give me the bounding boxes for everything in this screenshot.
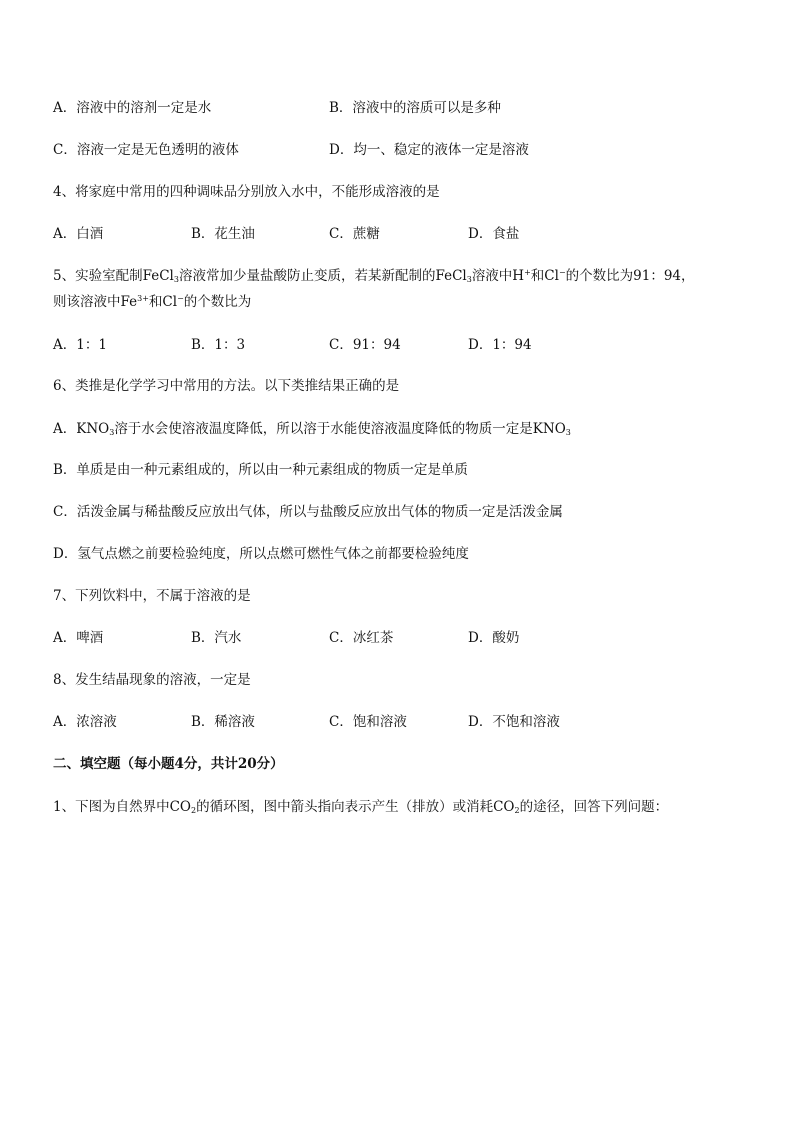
q8-stem: 8、发生结晶现象的溶液，一定是	[53, 672, 251, 688]
q5-option-c: C．91：94	[329, 337, 401, 353]
q3-option-a: A．溶液中的溶剂一定是水	[53, 100, 212, 116]
q4-option-b: B．花生油	[191, 226, 255, 242]
q4-option-a: A．白酒	[53, 226, 104, 242]
q3-option-b: B．溶液中的溶质可以是多种	[329, 100, 501, 116]
q3-option-d: D．均一、稳定的液体一定是溶液	[329, 142, 529, 158]
q6-option-a: A．$KNO_3$溶于水会使溶液温度降低，所以溶于水能使溶液温度降低的物质一定是$KNO_3$	[53, 421, 571, 437]
q5-option-b: B．1：3	[191, 337, 246, 353]
q4-option-d: D．食盐	[468, 226, 520, 242]
q7-stem: 7、下列饮料中，不属于溶液的是	[53, 588, 251, 604]
q5-stem-line2: 则该溶液中$Fe^{3+}$和Cl−的个数比为	[53, 294, 252, 310]
fill-question-1: 1、下图为自然界中$CO_2$的循环图，图中箭头指向表示产生（排放）或消耗$CO_2$的途径，回答下列问题：	[53, 799, 669, 815]
q6-option-c: C．活泼金属与稀盐酸反应放出气体，所以与盐酸反应放出气体的物质一定是活泼金属	[53, 504, 563, 520]
q6-option-d: D．氢气点燃之前要检验纯度，所以点燃可燃性气体之前都要检验纯度	[53, 546, 469, 562]
q6-option-b: B．单质是由一种元素组成的，所以由一种元素组成的物质一定是单质	[53, 462, 468, 478]
q8-option-d: D．不饱和溶液	[468, 714, 560, 730]
q5-option-d: D．1：94	[468, 337, 532, 353]
q7-option-a: A．啤酒	[53, 630, 104, 646]
q5-option-a: A．1：1	[53, 337, 107, 353]
q3-option-c: C．溶液一定是无色透明的液体	[53, 142, 239, 158]
q7-option-d: D．酸奶	[468, 630, 520, 646]
q5-stem-line1: 5、实验室配制FeCl$_3$溶液常加少量盐酸防止变质，若某新配制的FeCl$_3$溶液中H+和Cl−的个数比为91：94，	[53, 268, 695, 284]
q6-stem: 6、类推是化学学习中常用的方法。以下类推结果正确的是	[53, 378, 400, 394]
q7-option-c: C．冰红茶	[329, 630, 394, 646]
q8-option-a: A．浓溶液	[53, 714, 117, 730]
section-title: 二、填空题（每小题4分，共计20分）	[53, 756, 284, 772]
q7-option-b: B．汽水	[191, 630, 242, 646]
q4-option-c: C．蔗糖	[329, 226, 380, 242]
q4-stem: 4、将家庭中常用的四种调味品分别放入水中，不能形成溶液的是	[53, 184, 440, 200]
q8-option-c: C．饱和溶液	[329, 714, 407, 730]
q8-option-b: B．稀溶液	[191, 714, 255, 730]
